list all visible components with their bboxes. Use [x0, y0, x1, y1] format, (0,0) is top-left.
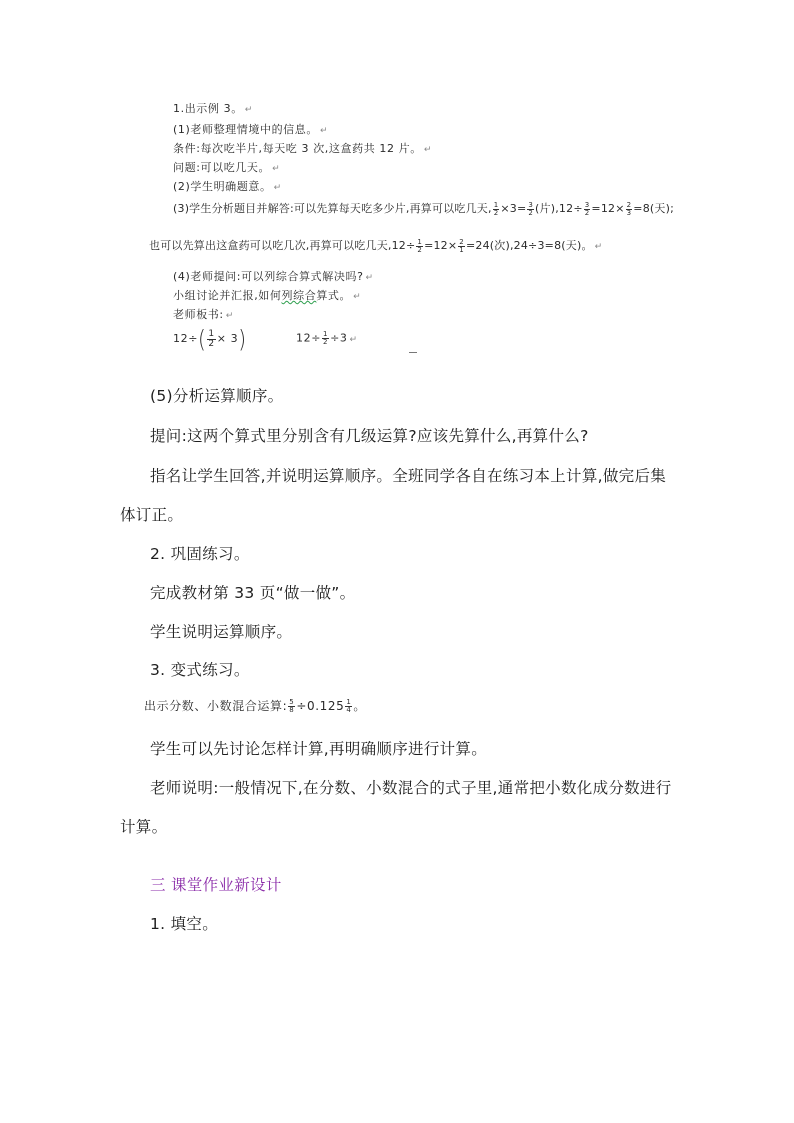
condition-line: 条件:每次吃半片,每天吃 3 次,这盒药共 12 片。 ↵: [173, 142, 433, 155]
fraction: $\frac{3}{2}$: [584, 200, 590, 217]
question-line: 问题:可以吃几天。 ↵: [173, 161, 281, 174]
paragraph: 计算。: [120, 818, 168, 836]
paragraph: 3. 变式练习。: [150, 661, 250, 679]
fraction: $\frac{1}{2}$: [208, 328, 215, 349]
section-heading: 三 课堂作业新设计: [150, 876, 282, 894]
paragraph: 2. 巩固练习。: [150, 545, 250, 563]
step-3-solution: (3)学生分析题目并解答:可以先算每天吃多少片,再算可以吃几天, $\frac{1}{2}$ ×3= $\frac{3}{2}$ (片),12÷ $\frac{3}{2}$ =12× $\frac{2}{3}$ =8(天);: [173, 200, 675, 217]
paragraph: 提问:这两个算式里分别含有几级运算?应该先算什么,再算什么?: [150, 427, 589, 445]
fraction: $\frac{3}{2}$: [528, 200, 534, 217]
step-4: (4)老师提问:可以列综合算式解决吗? ↵: [173, 270, 374, 283]
paragraph: (5)分析运算顺序。: [150, 387, 284, 405]
paragraph: 老师说明:一般情况下,在分数、小数混合的式子里,通常把小数化成分数进行: [150, 779, 672, 797]
mixed-operation-line: 出示分数、小数混合运算: $\frac{5}{8}$ ÷0.125 $\frac{1}{4}$ 。: [144, 698, 366, 714]
fraction: $\frac{1}{2}$: [493, 200, 499, 217]
paragraph: 学生说明运算顺序。: [150, 623, 293, 641]
fraction: $\frac{2}{3}$: [626, 200, 632, 217]
alt-solution: 也可以先算出这盒药可以吃几次,再算可以吃几天,12÷ $\frac{1}{2}$ =12× $\frac{2}{1}$ =24(次),24÷3=8(天)。 ↵: [149, 237, 603, 254]
board-writing-label: 老师板书: ↵: [173, 308, 234, 321]
formula-2: 12÷ $\frac{1}{2}$ ÷3 ↵: [296, 330, 358, 346]
step-1: (1)老师整理情境中的信息。 ↵: [173, 123, 329, 136]
formula-1: 12÷( $\frac{1}{2}$ × 3): [173, 324, 247, 354]
fraction: $\frac{1}{2}$: [417, 237, 423, 254]
step-2: (2)学生明确题意。 ↵: [173, 180, 282, 193]
example-title: 1.出示例 3。 ↵: [173, 102, 253, 115]
fraction: $\frac{1}{2}$: [323, 330, 329, 346]
paragraph: 指名让学生回答,并说明运算顺序。全班同学各自在练习本上计算,做完后集: [150, 467, 667, 485]
paragraph: 完成教材第 33 页“做一做”。: [150, 584, 356, 602]
group-discussion: 小组讨论并汇报,如何列综合算式。 ↵: [173, 289, 362, 302]
fraction: $\frac{1}{4}$: [346, 698, 352, 714]
fraction: $\frac{2}{1}$: [459, 237, 464, 254]
paragraph: 1. 填空。: [150, 915, 219, 933]
stray-mark: [409, 352, 417, 353]
paragraph: 体订正。: [120, 506, 184, 524]
fraction: $\frac{5}{8}$: [289, 698, 295, 714]
paragraph: 学生可以先讨论怎样计算,再明确顺序进行计算。: [150, 740, 488, 758]
